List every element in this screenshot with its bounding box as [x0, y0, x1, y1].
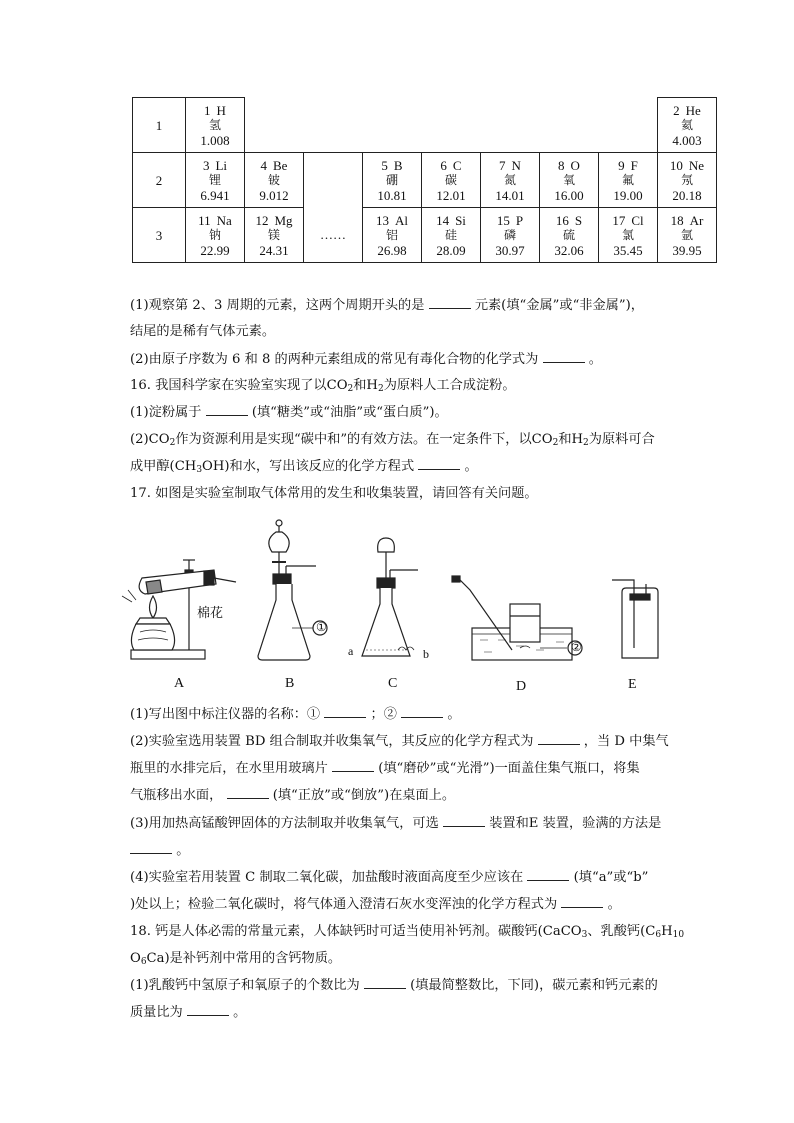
element-symbol: Li: [215, 157, 228, 173]
atomic-number: 12: [255, 212, 269, 228]
answer-blank[interactable]: [130, 841, 172, 854]
q16-p1-text-b: (填“糖类”或“油脂”或“蛋白质”)。: [251, 405, 448, 420]
element-name: 硅: [444, 227, 457, 242]
atomic-number: 13: [376, 212, 389, 228]
conical-flask: [258, 584, 310, 660]
element-symbol: B: [393, 157, 403, 173]
element-symbol: H: [216, 102, 226, 118]
label-C: C: [388, 676, 398, 691]
answer-blank[interactable]: [227, 786, 269, 799]
q17-part4-cont: [130, 895, 621, 915]
label-B: B: [285, 676, 295, 691]
period-number: 3: [133, 208, 186, 263]
subscript: 6: [655, 930, 662, 940]
q16-p2-b: 作为资源利用是实现“碳中和”的有效方法。在一定条件下，以CO: [175, 432, 553, 447]
atomic-mass: 9.012: [259, 187, 289, 203]
element-symbol: Ar: [689, 212, 704, 228]
label-two: ②: [571, 640, 582, 654]
label-E: E: [628, 677, 637, 692]
q15-p2-text: (2)由原子序数为 6 和 8 的两种元素组成的常见有毒化合物的化学式为: [130, 352, 539, 367]
q15-p1-text-c: 结尾的是稀有气体元素。: [130, 324, 276, 339]
q15-p1-text: (1)观察第 2、3 周期的元素，这两个周期开头的是: [130, 298, 425, 313]
q18-p1-b: (填最简整数比，下同)，碳元素和钙元素的: [410, 978, 658, 993]
alcohol-lamp: [131, 624, 174, 650]
apparatus-c: [362, 538, 418, 656]
q16-p2-c: 和H: [558, 432, 584, 447]
atomic-mass: 14.01: [495, 187, 525, 203]
subscript: 3: [196, 465, 203, 475]
q16-p2-e: 成甲醇(CH: [130, 459, 197, 474]
subscript: 6: [140, 957, 147, 967]
label-a: a: [348, 644, 354, 658]
q17-part3-cont: [130, 841, 189, 861]
q15-p1-text-b: 元素(填“金属”或“非金属”)，: [474, 298, 644, 313]
atomic-mass: 39.95: [672, 242, 702, 258]
element-name: 氦: [680, 117, 693, 132]
stopper: [204, 571, 214, 585]
atomic-mass: 22.99: [200, 242, 230, 258]
element-name: 硼: [385, 172, 398, 187]
element-symbol: Mg: [274, 212, 293, 228]
element-symbol: S: [574, 212, 583, 228]
q17-p4-d: 。: [607, 897, 621, 912]
label-cotton: 棉花: [197, 606, 224, 621]
q17-p1-c: 。: [447, 707, 461, 722]
apparatus-d: [452, 576, 582, 660]
funnel-bulb: [269, 532, 289, 552]
element-name: 氟: [621, 172, 634, 187]
stand-base: [131, 650, 205, 659]
answer-blank[interactable]: [401, 705, 443, 718]
period-number: 1: [133, 98, 186, 153]
q16-p2-a: (2)CO: [130, 432, 170, 447]
gas-jar: [510, 604, 540, 642]
atomic-mass: 6.941: [200, 187, 230, 203]
element-symbol: He: [685, 102, 701, 118]
element-name: 钠: [208, 227, 221, 242]
q16-title-b: 和H: [353, 378, 378, 393]
label-D: D: [516, 679, 527, 694]
element-name: 锂: [208, 172, 221, 187]
atomic-mass: 28.09: [436, 242, 466, 258]
atomic-mass: 4.003: [672, 132, 702, 148]
element-name: 铍: [267, 172, 280, 187]
atomic-mass: 24.31: [259, 242, 289, 258]
atomic-number: 16: [555, 212, 569, 228]
q18-part1: [130, 976, 658, 996]
q17-p3-c: 。: [176, 843, 190, 858]
answer-blank[interactable]: [443, 814, 485, 827]
element-symbol: Be: [273, 157, 288, 173]
subscript: 2: [377, 384, 384, 394]
atomic-number: 15: [496, 212, 510, 228]
answer-blank[interactable]: [187, 1003, 229, 1016]
q17-part2-cont: [130, 759, 640, 779]
q15-p2-end: 。: [588, 352, 602, 367]
atomic-mass: 35.45: [613, 242, 643, 258]
q17-p2-a: (2)实验室选用装置 BD 组合制取并收集氧气，其反应的化学方程式为: [130, 734, 534, 749]
q16-title-a: 16. 我国科学家在实验室实现了以CO: [130, 378, 348, 393]
atomic-number: 5: [381, 157, 388, 173]
answer-blank[interactable]: [538, 732, 580, 745]
flask-stopper-c: [377, 578, 395, 588]
subscript: 3: [581, 930, 588, 940]
atomic-number: 3: [202, 157, 210, 173]
element-symbol: C: [452, 157, 462, 173]
q18-p1-a: (1)乳酸钙中氢原子和氧原子的个数比为: [130, 978, 360, 993]
bottle-stopper: [630, 594, 650, 600]
atomic-mass: 19.00: [613, 187, 643, 203]
atomic-number: 10: [669, 157, 683, 173]
q16-title-c: 为原料人工合成淀粉。: [383, 378, 516, 393]
element-symbol: N: [511, 157, 521, 173]
atomic-mass: 1.008: [200, 132, 230, 148]
long-funnel-top: [378, 538, 395, 552]
atomic-number: 6: [440, 157, 447, 173]
element-name: 硫: [562, 227, 575, 242]
q18-title-c: H: [661, 924, 673, 939]
answer-blank[interactable]: [561, 895, 603, 908]
atomic-mass: 26.98: [377, 242, 407, 258]
element-name: 镁: [267, 227, 280, 242]
q16-p2-end: 。: [464, 459, 478, 474]
element-symbol: Si: [455, 212, 466, 228]
q17-part1: [130, 705, 461, 725]
q17-p4-a: (4)实验室若用装置 C 制取二氧化碳，加盐酸时液面高度至少应该在: [130, 870, 524, 885]
q16-p2-f: OH)和水，写出该反应的化学方程式: [202, 459, 415, 474]
q18-part1-cont: [130, 1003, 246, 1023]
q17-p3-a: (3)用加热高锰酸钾固体的方法制取并收集氧气，可选: [130, 816, 439, 831]
q17-p4-b: (填“a”或“b”: [573, 870, 649, 885]
element-name: 氖: [680, 172, 693, 187]
atomic-mass: 30.97: [495, 242, 525, 258]
atomic-number: 2: [673, 102, 680, 118]
apparatus-b: [258, 520, 327, 660]
q18-title-a: 18. 钙是人体必需的常量元素，人体缺钙时可适当使用补钙剂。碳酸钙(CaCO: [130, 924, 582, 939]
element-symbol: Cl: [631, 212, 644, 228]
delivery-tube: [214, 578, 236, 582]
period-number: 2: [133, 153, 186, 208]
answer-blank[interactable]: [527, 868, 569, 881]
answer-blank[interactable]: [332, 759, 374, 772]
q17-title-text: 17. 如图是实验室制取气体常用的发生和收集装置，请回答有关问题。: [130, 486, 538, 501]
q17-part2: [130, 732, 669, 752]
label-one: ①: [316, 620, 327, 634]
subscript: 10: [672, 930, 685, 940]
q17-p2-c: 瓶里的水排完后，在水里用玻璃片: [130, 761, 328, 776]
q17-part3: [130, 814, 661, 834]
subscript: 2: [552, 438, 559, 448]
atomic-number: 8: [558, 157, 565, 173]
atomic-mass: 10.81: [377, 187, 407, 203]
q17-p2-e: 气瓶移出水面，: [130, 788, 223, 803]
atomic-number: 7: [499, 157, 506, 173]
q17-p4-c: )处以上；检验二氧化碳时，将气体通入澄清石灰水变浑浊的化学方程式为: [130, 897, 558, 912]
funnel-stopper: [276, 520, 282, 526]
subscript: 2: [583, 438, 589, 448]
apparatus-e: [612, 580, 658, 658]
atomic-mass: 16.00: [554, 187, 584, 203]
q18-p1-c: 质量比为: [130, 1005, 183, 1020]
tube-end: [452, 576, 460, 582]
atomic-number: 1: [204, 102, 211, 118]
label-A: A: [174, 676, 185, 691]
element-symbol: F: [630, 157, 638, 173]
subscript: 2: [169, 438, 176, 448]
q16-p2-d: 为原料可合: [588, 432, 655, 447]
element-name: 氮: [503, 172, 516, 187]
atomic-number: 17: [612, 212, 626, 228]
element-symbol: P: [515, 212, 524, 228]
atomic-number: 18: [670, 212, 684, 228]
element-name: 磷: [503, 227, 516, 242]
atomic-mass: 12.01: [436, 187, 466, 203]
q18-title-d: O: [130, 951, 141, 966]
atomic-number: 9: [618, 157, 625, 173]
flask-stopper: [273, 574, 291, 584]
element-name: 碳: [444, 172, 457, 187]
lamp-cap: [136, 618, 170, 624]
q17-p3-b: 装置和E 装置，验满的方法是: [489, 816, 662, 831]
answer-blank[interactable]: [324, 705, 366, 718]
element-symbol: Al: [395, 212, 408, 228]
element-name: 氯: [621, 227, 634, 242]
element-symbol: O: [570, 157, 580, 173]
q18-title-e: Ca)是补钙剂中常用的含钙物质。: [146, 951, 342, 966]
q17-part4: [130, 868, 648, 888]
handle-lines: [122, 590, 136, 602]
subscript: 2: [347, 384, 354, 394]
q17-p2-d: (填“磨砂”或“光滑”)一面盖住集气瓶口，将集: [378, 761, 640, 776]
atomic-number: 4: [260, 157, 268, 173]
q18-title: [130, 922, 684, 945]
q18-p1-d: 。: [233, 1005, 247, 1020]
q16-p1-text: (1)淀粉属于: [130, 405, 202, 420]
element-symbol: Na: [216, 212, 232, 228]
atomic-mass: 32.06: [554, 242, 584, 258]
label-b: b: [423, 647, 429, 661]
flame: [150, 596, 157, 618]
solid-powder: [146, 580, 162, 594]
atomic-mass: 20.18: [672, 187, 702, 203]
atomic-number: 14: [436, 212, 450, 228]
q17-p2-f: (填“正放”或“倒放”)在桌面上。: [272, 788, 456, 803]
element-name: 氢: [208, 117, 221, 132]
q17-p1-b: ；②: [370, 707, 397, 722]
q17-p2-b: ，当 D 中集气: [583, 734, 669, 749]
q18-title-b: 、乳酸钙(C: [587, 924, 656, 939]
atomic-number: 11: [198, 212, 211, 228]
answer-blank[interactable]: [364, 976, 406, 989]
element-name: 氧: [562, 172, 575, 187]
q17-part2-cont2: [130, 786, 455, 806]
q17-p1-a: (1)写出图中标注仪器的名称：①: [130, 707, 321, 722]
element-name: 氩: [680, 227, 693, 242]
element-symbol: Ne: [688, 157, 705, 173]
element-name: 铝: [385, 227, 398, 242]
ellipsis-cell: ……: [304, 208, 363, 263]
flask-c: [362, 588, 410, 656]
q18-title-cont: [130, 949, 341, 972]
